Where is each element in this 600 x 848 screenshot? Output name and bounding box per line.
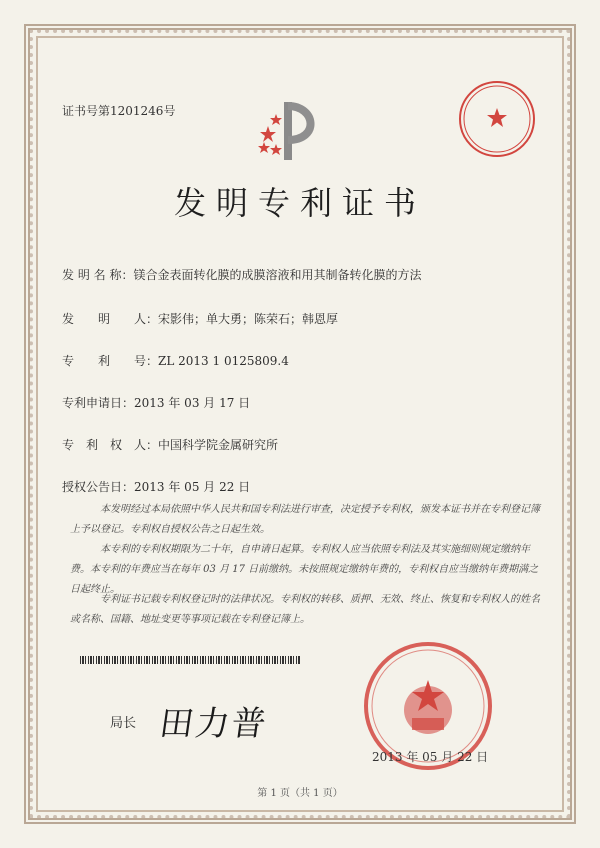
field-value: ZL 2013 1 0125809.4 [158, 354, 289, 368]
field-value: 2013 年 03 月 17 日 [134, 396, 251, 410]
small-seal-icon [456, 78, 538, 160]
patent-logo-icon [254, 96, 328, 170]
field-label: 发 明 名 称： [62, 268, 134, 282]
field-patentee [62, 436, 278, 453]
certificate-title: 发明专利证书 [173, 184, 426, 222]
field-label: 发 明 人： [62, 312, 159, 326]
field-label: 专 利 号： [62, 354, 159, 368]
field-grant-date [62, 478, 250, 495]
director-signature: 田力普 [156, 704, 271, 744]
director-label: 局长 [110, 716, 137, 731]
body-paragraph-3: 专利证书记载专利权登记时的法律状况。专利权的转移、质押、无效、终止、恢复和专利权人的姓名或名称、国籍、地址变更等事项记载在专利登记簿上。 [70, 594, 540, 625]
barcode [80, 656, 300, 664]
field-invention-name [62, 266, 421, 283]
page-number: 第 1 页（共 1 页） [257, 788, 343, 799]
body-paragraph-1: 本发明经过本局依照中华人民共和国专利法进行审查，决定授予专利权，颁发本证书并在专利登记簿上予以登记。专利权自授权公告之日起生效。 [70, 504, 540, 535]
field-application-date [62, 394, 250, 411]
field-value: 宋影伟；单大勇；陈荣石；韩恩厚 [158, 312, 339, 326]
field-label: 专利申请日： [62, 396, 135, 410]
field-value: 中国科学院金属研究所 [158, 438, 279, 452]
body-paragraph-2: 本专利的专利权期限为二十年，自申请日起算。专利权人应当依照专利法及其实施细则规定缴纳年费。本专利的年费应当在每年 03 月 17 日前缴纳。未按照规定缴纳年费的，专利权自应当缴纳年费期满之日起终止。 [70, 544, 539, 595]
field-label: 授权公告日： [62, 480, 135, 494]
certificate-number: 证书号第1201246号 [62, 104, 176, 118]
field-label: 专 利 权 人： [62, 438, 159, 452]
field-value: 镁合金表面转化膜的成膜溶液和用其制备转化膜的方法 [133, 268, 422, 282]
field-inventors [62, 310, 338, 327]
field-patent-number [62, 352, 289, 369]
seal-date: 2013 年 05 月 22 日 [372, 750, 489, 764]
field-value: 2013 年 05 月 22 日 [134, 480, 251, 494]
